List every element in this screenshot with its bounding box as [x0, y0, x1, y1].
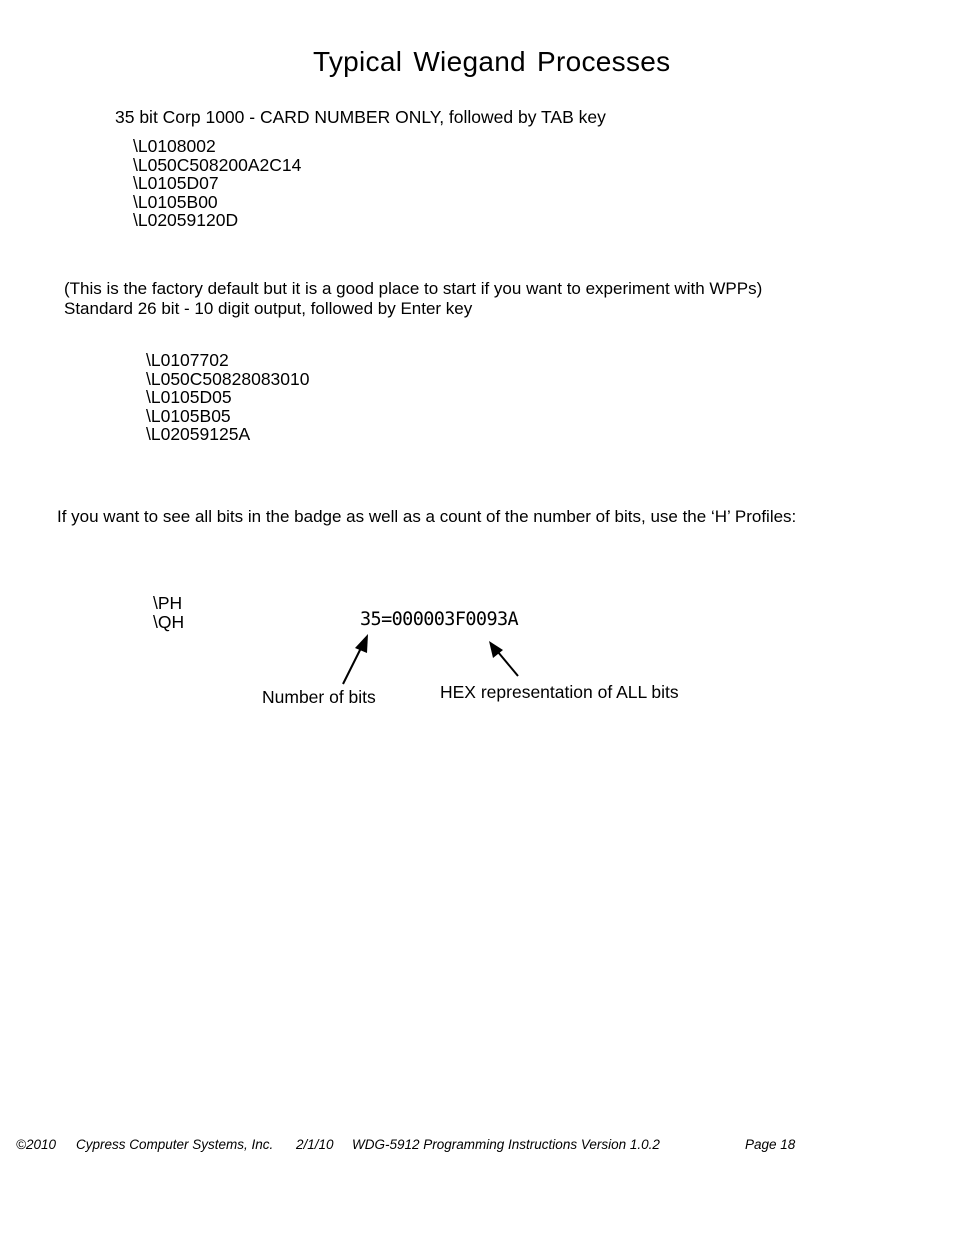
label-number-of-bits: Number of bits: [262, 687, 376, 707]
footer-copyright: ©2010: [16, 1137, 56, 1152]
code-line: \L02059125A: [146, 424, 251, 445]
section2-note: (This is the factory default but it is a good place to start if you want to experiment with WPPs): [64, 279, 763, 298]
footer-doc-title: WDG-5912 Programming Instructions Version 1.0.2: [352, 1137, 660, 1152]
code-line: \L050C50828083010: [146, 368, 310, 389]
footer-date: 2/1/10: [296, 1137, 334, 1152]
page-title: Typical Wiegand Processes: [313, 46, 671, 77]
code-line: \L0105B00: [133, 191, 218, 212]
arrow-to-hex: [489, 641, 518, 676]
label-hex-representation: HEX representation of ALL bits: [440, 682, 679, 702]
footer-company: Cypress Computer Systems, Inc.: [76, 1137, 274, 1152]
section1-heading: 35 bit Corp 1000 - CARD NUMBER ONLY, followed by TAB key: [115, 107, 606, 127]
code-line: \L0108002: [133, 136, 216, 156]
profile-code: \QH: [153, 612, 185, 632]
footer-page-number: Page 18: [745, 1137, 796, 1152]
arrow-to-bit-count: [343, 634, 368, 684]
code-line: \L0105D05: [146, 387, 232, 408]
code-line: \L050C508200A2C14: [133, 154, 302, 175]
code-line: \L0105B05: [146, 405, 231, 426]
code-line: \L02059120D: [133, 210, 239, 230]
section2-heading: Standard 26 bit - 10 digit output, followed by Enter key: [64, 298, 473, 318]
section3-intro: If you want to see all bits in the badge as well as a count of the number of bits, use the ‘H’ Profiles:: [57, 507, 797, 526]
code-line: \L0107702: [146, 350, 229, 370]
code-line: \L0105D07: [133, 173, 219, 193]
profile-code: \PH: [153, 593, 183, 613]
sample-output: 35=000003F0093A: [360, 609, 519, 630]
